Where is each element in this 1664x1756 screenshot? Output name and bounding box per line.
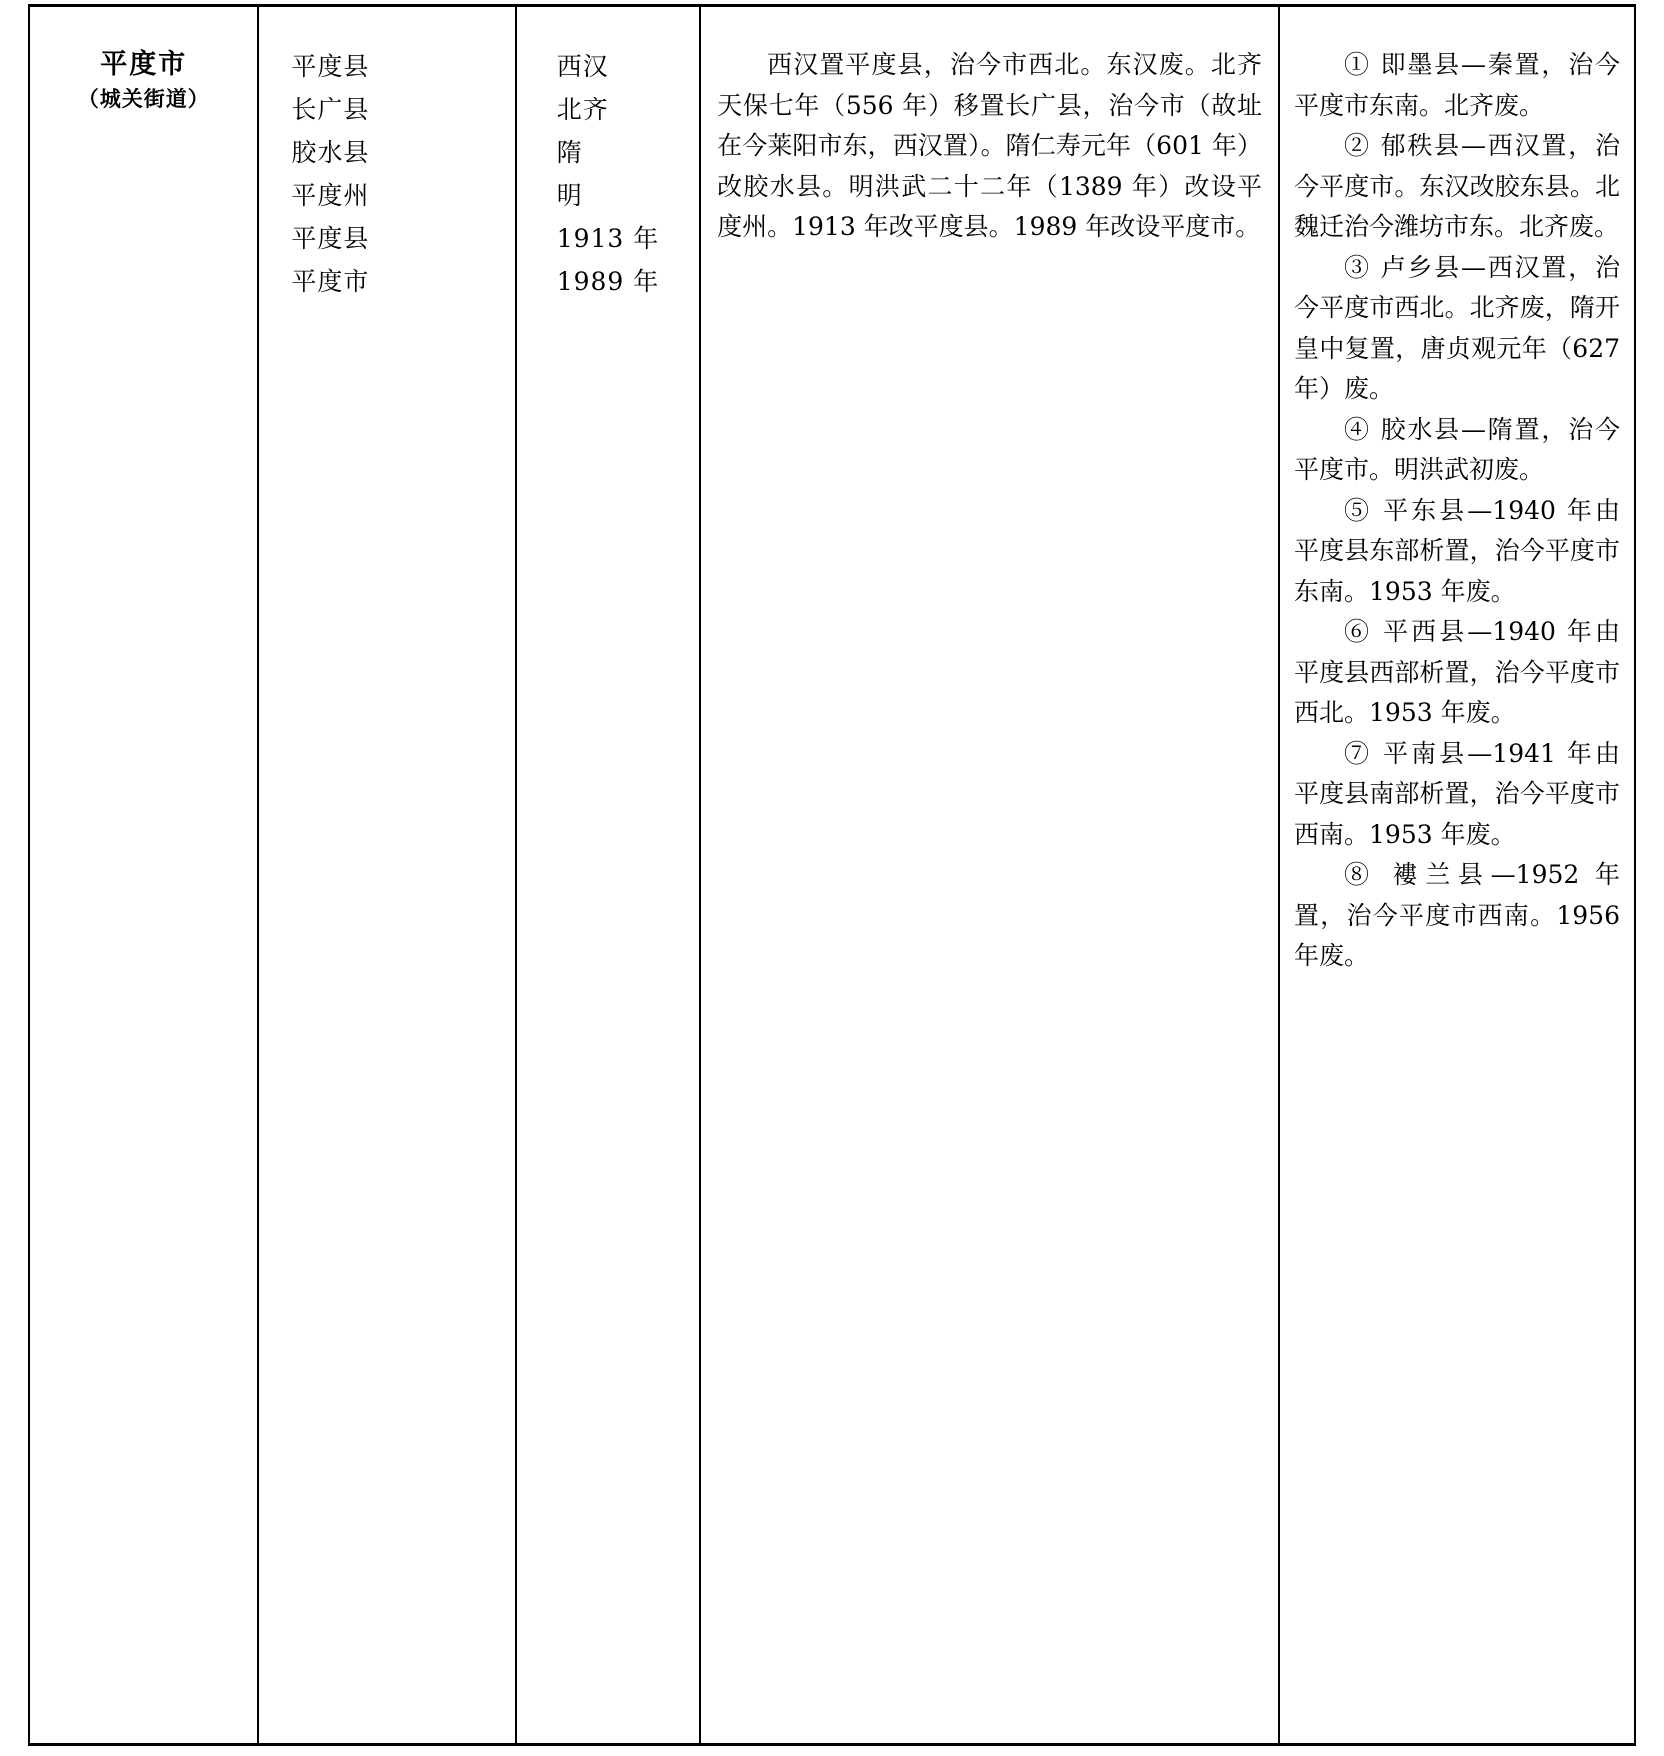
list-item: 平度市 xyxy=(291,267,370,296)
note-item: ③ 卢乡县—西汉置，治今平度市西北。北齐废，隋开皇中复置，唐贞观元年（627 年）废。 xyxy=(1294,252,1620,403)
cell-eras xyxy=(516,6,700,1745)
cell-former-names xyxy=(258,6,515,1745)
list-item: 平度县 xyxy=(291,52,370,81)
list-item: 北齐 xyxy=(556,95,609,124)
notes-list xyxy=(1290,45,1624,977)
note-item: ⑥ 平西县—1940 年由平度县西部析置，治今平度市西北。1953 年废。 xyxy=(1294,617,1620,727)
list-item: 长广县 xyxy=(291,95,370,124)
former-names-list xyxy=(269,45,504,303)
note-item: ⑤ 平东县—1940 年由平度县东部析置，治今平度市东南。1953 年废。 xyxy=(1294,495,1620,606)
administrative-history-table xyxy=(28,4,1636,1746)
list-item: 西汉 xyxy=(556,52,609,81)
note-item: ① 即墨县—秦置，治今平度市东南。北齐废。 xyxy=(1294,50,1620,120)
city-name-main: 平度市 xyxy=(100,49,188,80)
cell-description xyxy=(700,6,1279,1745)
list-item: 平度县 xyxy=(291,224,370,253)
note-item: ⑧ 褸兰县—1952 年置，治今平度市西南。1956 年废。 xyxy=(1294,860,1620,970)
note-item: ⑦ 平南县—1941 年由平度县南部析置，治今平度市西南。1953 年废。 xyxy=(1294,738,1620,849)
list-item: 隋 xyxy=(556,138,583,167)
list-item: 平度州 xyxy=(291,181,370,210)
description-paragraph: 西汉置平度县，治今市西北。东汉废。北齐天保七年（556 年）移置长广县，治今市（故址在今莱阳市东，西汉置）。隋仁寿元年（601 年）改胶水县。明洪武二十二年（1389 年）改设平度州。1913 年改平度县。1989 年改设平度市。 xyxy=(717,50,1263,241)
era-list xyxy=(527,45,689,303)
city-name-sub: （城关街道） xyxy=(77,87,210,112)
list-item: 1913 年 xyxy=(556,224,660,253)
table-row xyxy=(29,6,1635,1745)
cell-city-name xyxy=(29,6,258,1745)
list-item: 1989 年 xyxy=(556,267,660,296)
list-item: 胶水县 xyxy=(291,138,370,167)
note-item: ④ 胶水县—隋置，治今平度市。明洪武初废。 xyxy=(1294,414,1620,484)
note-item: ② 郁秩县—西汉置，治今平度市。东汉改胶东县。北魏迁治今潍坊市东。北齐废。 xyxy=(1294,131,1620,241)
cell-notes xyxy=(1279,6,1635,1745)
table-container xyxy=(28,4,1636,1746)
list-item: 明 xyxy=(556,181,583,210)
